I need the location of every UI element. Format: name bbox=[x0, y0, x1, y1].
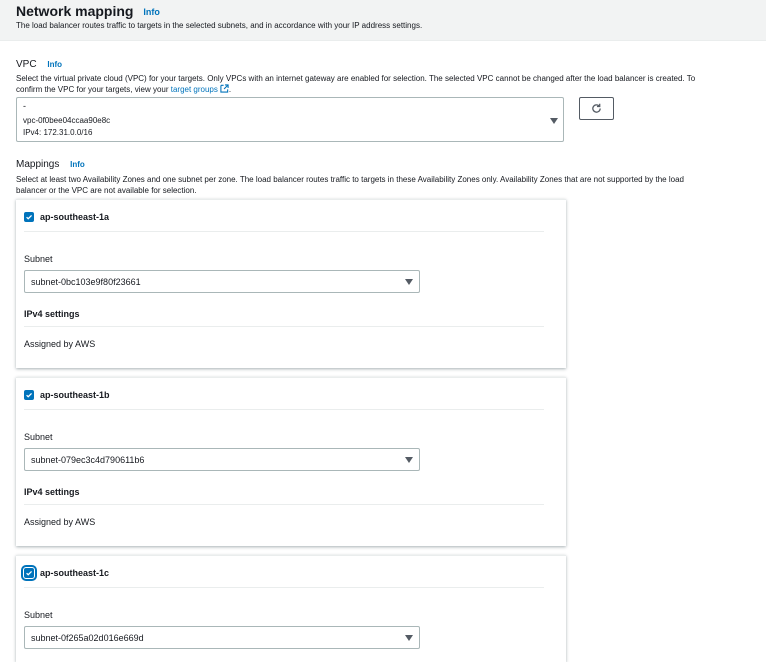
section-header bbox=[0, 0, 766, 41]
ipv4-settings-title: IPv4 settings bbox=[24, 309, 80, 319]
mappings-description-line2: balancer or the VPC are not available for selection. bbox=[16, 186, 197, 195]
mappings-description bbox=[16, 174, 761, 196]
divider bbox=[24, 326, 544, 327]
az-name: ap-southeast-1c bbox=[40, 568, 110, 578]
mappings-label bbox=[16, 159, 85, 170]
checkmark-icon bbox=[25, 213, 33, 221]
az-header bbox=[24, 568, 109, 578]
section-title bbox=[16, 3, 160, 19]
refresh-icon bbox=[591, 103, 602, 114]
vpc-select[interactable] bbox=[16, 97, 564, 142]
caret-down-icon bbox=[550, 118, 558, 124]
subnet-label: Subnet bbox=[24, 610, 53, 620]
mappings-label-text: Mappings bbox=[16, 159, 60, 170]
ipv4-assigned: Assigned by AWS bbox=[24, 339, 96, 349]
az-name: ap-southeast-1b bbox=[40, 390, 110, 400]
az-header bbox=[24, 390, 110, 400]
mappings-description-line1: Select at least two Availability Zones and one subnet per zone. The load balancer routes traffic to targets in these Availability Zones only. Availability Zones that are not supported by the load bbox=[16, 175, 684, 184]
external-link-icon[interactable] bbox=[220, 84, 232, 94]
vpc-selected-id: vpc-0f0bee04ccaa90e8c bbox=[23, 116, 111, 125]
section-title-text: Network mapping bbox=[16, 3, 134, 19]
subnet-select[interactable] bbox=[24, 626, 420, 649]
subnet-select[interactable] bbox=[24, 448, 420, 471]
az-name: ap-southeast-1a bbox=[40, 212, 110, 222]
vpc-description-line2 bbox=[16, 84, 761, 95]
refresh-button[interactable] bbox=[579, 97, 614, 120]
az-checkbox[interactable] bbox=[24, 568, 34, 578]
ipv4-settings-title: IPv4 settings bbox=[24, 487, 80, 497]
subnet-value: subnet-0f265a02d016e669d bbox=[31, 633, 144, 643]
subnet-label: Subnet bbox=[24, 432, 53, 442]
az-checkbox[interactable] bbox=[24, 212, 34, 222]
vpc-description-prefix: confirm the VPC for your targets, view your bbox=[16, 85, 171, 94]
subnet-value: subnet-079ec3c4d790611b6 bbox=[31, 455, 145, 465]
subnet-label: Subnet bbox=[24, 254, 53, 264]
caret-down-icon bbox=[405, 457, 413, 463]
caret-down-icon bbox=[405, 279, 413, 285]
az-header bbox=[24, 212, 109, 222]
ipv4-assigned: Assigned by AWS bbox=[24, 517, 96, 527]
vpc-label bbox=[16, 59, 62, 70]
divider bbox=[24, 587, 544, 588]
az-checkbox[interactable] bbox=[24, 390, 34, 400]
az-card-ap-southeast-1c bbox=[16, 555, 566, 662]
vpc-selected-cidr: IPv4: 172.31.0.0/16 bbox=[23, 128, 93, 137]
vpc-selected-name: - bbox=[23, 101, 26, 111]
vpc-description-suffix: . bbox=[228, 85, 232, 94]
az-card-ap-southeast-1a bbox=[16, 199, 566, 368]
divider bbox=[24, 231, 544, 232]
divider bbox=[24, 504, 544, 505]
subnet-select[interactable] bbox=[24, 270, 420, 293]
checkmark-icon bbox=[25, 391, 33, 399]
vpc-description bbox=[16, 73, 761, 95]
divider bbox=[24, 409, 544, 410]
section-info-link[interactable]: Info bbox=[143, 7, 160, 17]
vpc-info-link[interactable]: Info bbox=[47, 60, 63, 69]
checkmark-icon bbox=[25, 569, 33, 577]
vpc-label-text: VPC bbox=[16, 59, 37, 70]
subnet-value: subnet-0bc103e9f80f23661 bbox=[31, 277, 141, 287]
target-groups-link[interactable]: target groups bbox=[170, 85, 218, 94]
vpc-description-line1: Select the virtual private cloud (VPC) for your targets. Only VPCs with an internet gateway are enabled for selection. The selected VPC cannot be changed after the load balancer is created. To bbox=[16, 74, 696, 83]
mappings-info-link[interactable]: Info bbox=[70, 160, 85, 169]
section-description: The load balancer routes traffic to targets in the selected subnets, and in accordance with your IP address settings. bbox=[16, 21, 423, 30]
az-card-ap-southeast-1b bbox=[16, 377, 566, 546]
caret-down-icon bbox=[405, 635, 413, 641]
